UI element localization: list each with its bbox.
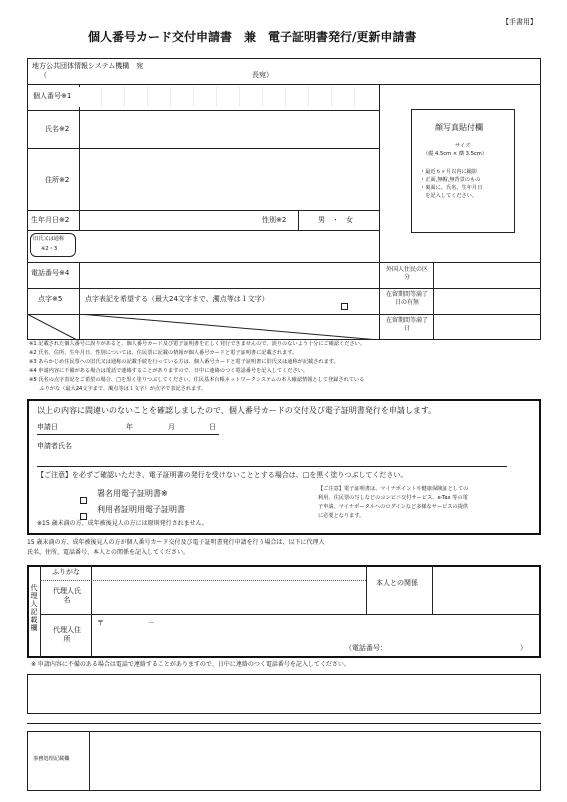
phone-label: 電話番号※4 [31, 269, 70, 277]
proxy-relation-label: 本人との関係 [376, 579, 418, 587]
proxy-furigana-input[interactable] [92, 566, 365, 579]
address-label: 住所※2 [45, 176, 70, 184]
stay-date-input[interactable] [434, 315, 540, 339]
caution-detail: 利用、住民票の写しなどのコンビニ交付サービス、e-Tax 等の電 [318, 495, 468, 501]
name-label: 氏名※2 [45, 125, 70, 133]
proxy-section-label: 代理人記載欄 [30, 584, 38, 632]
note-line: ※1 記載された個人番号に誤りがあると、個人番号カード及び電子証明書を正しく発行できませんので、誤りのないよう十分にご確認ください。 [29, 341, 366, 347]
form-title: 個人番号カード交付申請書 兼 電子証明書発行/更新申請書 [88, 30, 417, 44]
photo-note: を記入してください。 [420, 193, 478, 199]
number-input[interactable] [79, 87, 355, 107]
addressee-suffix: 長宛） [252, 71, 273, 79]
stay-limit-label: 在留期間等満了日の有無 [386, 291, 429, 306]
declaration-statement: 以上の内容に間違いのないことを確認しましたので、個人番号カードの交付及び電子証明書発行を申請します。 [37, 406, 437, 415]
proxy-relation-input[interactable] [433, 566, 539, 613]
foreign-resident-label: 外国人住民の区分 [385, 266, 428, 281]
number-label: 個人番号※1 [33, 92, 72, 100]
proxy-phone-label: （電話番号： [345, 644, 387, 652]
stay-date-label: 在留期間等満了日 [386, 317, 429, 332]
note-line: ※5 氏名の点字表記をご希望の場合、□を黒く塗りつぶしてください。住民基本台帳ネットワークシステムの本人確認情報として登録されている [29, 377, 365, 383]
proxy-name-label: 代理人氏名 [53, 587, 81, 605]
addressee-paren-open: （ [40, 71, 47, 79]
handwriting-badge: 【手書用】 [502, 18, 537, 26]
sign-certificate-label: 署名用電子証明書※ [97, 489, 168, 498]
proxy-name-input[interactable] [92, 581, 365, 614]
stay-limit-input[interactable] [434, 289, 540, 313]
photo-size-value: （縦 4.5cm × 横 3.5cm） [423, 151, 488, 157]
date-day-label: 日 [209, 423, 216, 431]
birth-input[interactable] [80, 211, 260, 229]
gender-options[interactable]: 男 ・ 女 [318, 216, 353, 224]
application-date-label: 申請日 [37, 423, 58, 431]
photo-size-label: サイズ [455, 143, 471, 149]
birth-label: 生年月日※2 [31, 216, 70, 224]
braille-label: 点字※5 [38, 295, 63, 303]
application-date-line[interactable] [37, 434, 219, 435]
note-line: ※2 氏名、住所、生年月日、性別については、住民票に記載の情報が個人番号カードと電子証明書に記載されます。 [29, 350, 298, 356]
auth-certificate-label: 利用者証明用電子証明書 [97, 505, 185, 514]
address-input[interactable] [80, 149, 378, 209]
postal-mark: 〒 [97, 619, 104, 627]
foreign-resident-input[interactable] [434, 263, 540, 287]
phone-input[interactable] [80, 263, 376, 287]
signer-name-label: 申請者氏名 [37, 442, 72, 450]
note-line: ふりがな（最大24文字まで、濁点等は１文字）が点字で表記されます。 [29, 386, 207, 392]
addressee-label: 地方公共団体情報システム機構 宛 [32, 62, 144, 70]
certificate-caution: 【ご注意】を必ずご確認いただき、電子証明書の発行を受けないこととする場合は、□を黒く塗りつぶしてください。 [37, 471, 408, 479]
former-name-note: ※2・3 [41, 246, 58, 252]
former-name-label: 旧氏又は通称 [33, 236, 65, 242]
proxy-address-label: 代理人住所 [53, 626, 81, 644]
photo-note: ・最近６ヶ月以内に撮影 [420, 169, 478, 175]
photo-title: 顔写真貼付欄 [435, 123, 483, 132]
proxy-phone-input[interactable] [400, 643, 518, 655]
braille-checkbox[interactable] [341, 296, 348, 315]
photo-note: ・正面,無帽,無背景のもの [420, 177, 481, 183]
contact-note: ※ 申請内容に不備のある場合は電話で連絡することがありますので、日中に連絡のつく電話番号を記入してください。 [31, 661, 350, 668]
certificate-age-note: ※15 歳未満の方、成年被後見人の方には原則発行されません。 [37, 520, 208, 527]
former-name-input[interactable] [80, 231, 378, 261]
proxy-furigana-label: ふりがな [52, 568, 80, 576]
signer-name-line[interactable] [37, 466, 507, 467]
postal-dash: － [148, 619, 155, 627]
note-line: ※3 あらかじめ住民票への旧氏又は通称の記載手続を行っている方は、個人番号カードと電子証明書に旧氏又は通称が記載されます。 [29, 359, 339, 365]
caution-detail: に必要となります。 [318, 513, 365, 519]
date-month-label: 月 [168, 423, 175, 431]
proxy-intro: 15 歳未満の方、成年被後見人の方が個人番号カード交付及び電子証明書発行申請を行う場合は、以下に代理人 [27, 539, 325, 546]
date-year-label: 年 [126, 423, 133, 431]
caution-detail: 子申請、マイナポータルへのログインなど多様なサービスの提供 [318, 504, 469, 510]
proxy-address-input[interactable] [92, 615, 539, 641]
name-input[interactable] [80, 111, 378, 147]
proxy-phone-close: ） [520, 644, 527, 652]
office-processing-label: 事務処理記載欄 [33, 756, 70, 762]
braille-request-text: 点字表記を希望する（最大24文字まで、濁点等は１文字） [85, 295, 269, 303]
separator [27, 723, 541, 724]
caution-detail: 【ご注意】電子証明書は、マイナポイントや健康保険証としての [318, 486, 469, 492]
gender-label: 性別※2 [262, 216, 287, 224]
note-line: ※4 申請内容に不備がある場合は電話で連絡することがありますので、日中に連絡のつく電話番号を記入してください。 [29, 368, 308, 374]
declaration-section [27, 399, 541, 535]
office-processing-input[interactable] [90, 732, 540, 790]
photo-note: ・裏面に、氏名、生年月日 [420, 185, 483, 191]
free-entry-box[interactable] [27, 674, 541, 714]
proxy-intro: 氏名、住所、電話番号、本人との関係を記入してください。 [27, 549, 190, 556]
